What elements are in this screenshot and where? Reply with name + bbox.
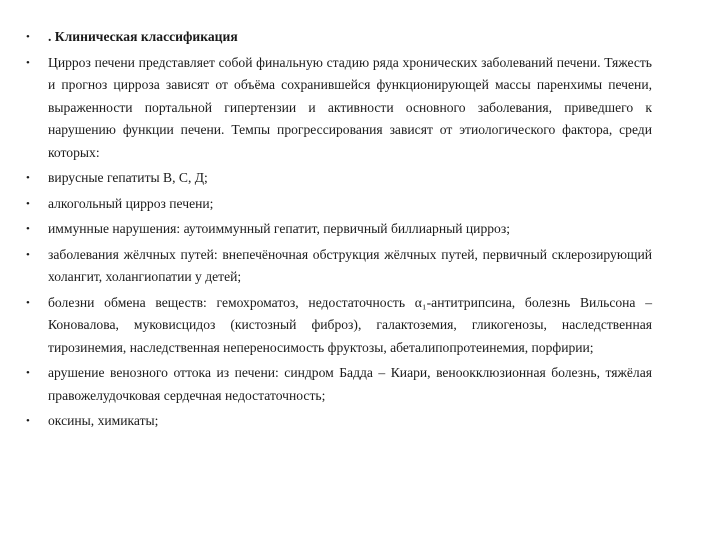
bullet-icon: •: [26, 197, 30, 210]
heading-text: . Клиническая классификация: [48, 29, 238, 44]
list-item: [26, 362, 652, 407]
list-item: [26, 410, 652, 433]
list-item: [26, 244, 652, 289]
bullet-icon: •: [26, 296, 30, 309]
list-item-text: арушение венозного оттока из печени: синдром Бадда – Киари, веноокклюзионная болезнь, тяжёлая правожелудочковая сердечная недостаточность;: [48, 365, 652, 403]
list-item-text: иммунные нарушения: аутоиммунный гепатит, первичный биллиарный цирроз;: [48, 221, 510, 236]
list-item: [26, 292, 652, 360]
list-item-text: оксины, химикаты;: [48, 413, 159, 428]
bullet-icon: •: [26, 172, 30, 184]
list-item-intro: [26, 52, 652, 165]
bullet-icon: •: [26, 248, 30, 261]
list-item-text: вирусные гепатиты В, С, Д;: [48, 170, 208, 185]
bullet-icon: •: [26, 31, 30, 43]
list-item-text: болезни обмена веществ: гемохроматоз, недостаточность α₁-антитрипсина, болезнь Вильсона – Коновалова, муковисцидоз (кистозный фиброз), галактоземия, гликогенозы, наследственная тирозинемия, наследственная непереносимость фруктозы, абеталипопротеинемия, порфирии;: [48, 294, 652, 355]
list-item: [26, 167, 652, 190]
list-item: [26, 218, 652, 241]
bullet-icon: •: [26, 56, 30, 69]
bullet-icon: •: [26, 415, 30, 427]
list-item-text: заболевания жёлчных путей: внепечёночная обструкция жёлчных путей, первичный склерозирующий холангит, холангиопатии у детей;: [48, 246, 652, 284]
list-item: [26, 193, 652, 216]
list-item-heading: [26, 26, 652, 49]
list-item-text: алкогольный цирроз печени;: [48, 195, 214, 211]
list-item-text: Цирроз печени представляет собой финальную стадию ряда хронических заболеваний печени. Тяжесть и прогноз цирроза зависят от объёма сохранившейся функционирующей массы паренхимы печени, выраженности портальной гипертензии и активности основного заболевания, приведшего к нарушению функции печени. Темпы прогрессирования зависят от этиологического фактора, среди которых:: [48, 54, 652, 160]
bullet-icon: •: [26, 367, 30, 379]
bullet-icon: •: [26, 223, 30, 235]
classification-list: [26, 26, 652, 436]
